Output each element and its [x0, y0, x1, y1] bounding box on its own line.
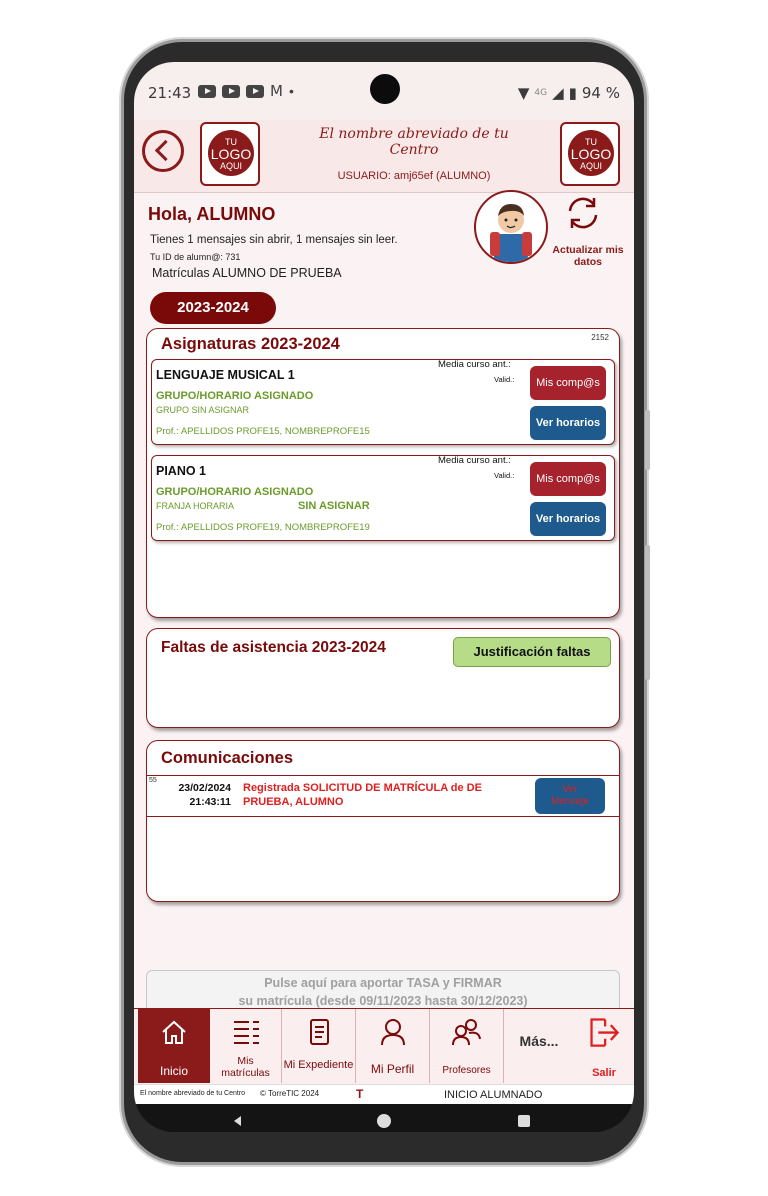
- youtube-icon: [246, 85, 264, 98]
- refresh-button[interactable]: [564, 194, 602, 232]
- greeting: Hola, ALUMNO: [148, 204, 276, 224]
- person-icon: [378, 1017, 408, 1047]
- nav-back-icon[interactable]: [234, 1116, 241, 1126]
- tasa-firmar-button[interactable]: [146, 970, 620, 1012]
- nav-mis-label1: Mis: [237, 1055, 254, 1067]
- nav-salir[interactable]: [574, 1009, 634, 1083]
- nav-profesores-label: Profesores: [442, 1065, 491, 1076]
- nav-recents-icon[interactable]: [518, 1115, 530, 1127]
- network-label: 4G: [534, 88, 548, 98]
- battery-icon: ▮: [568, 84, 577, 102]
- app-header: [134, 120, 634, 193]
- refresh-label[interactable]: Actualizar mis datos: [552, 244, 624, 268]
- year-selector[interactable]: 2023-2024: [150, 292, 276, 324]
- subject-name: PIANO 1: [156, 464, 207, 478]
- nav-inicio[interactable]: [138, 1009, 210, 1083]
- nav-expediente[interactable]: [282, 1009, 356, 1083]
- subject-card: [151, 455, 615, 541]
- asignaturas-panel: [146, 328, 620, 618]
- bottom-nav: [134, 1008, 634, 1085]
- nav-salir-label: Salir: [592, 1067, 616, 1079]
- media-label: Media curso ant.:: [438, 455, 511, 466]
- media-label: Media curso ant.:: [438, 359, 511, 370]
- subject-card: [151, 359, 615, 445]
- asignaturas-code: 2152: [591, 333, 609, 342]
- footer-center-name: El nombre abreviado de tu Centro: [140, 1090, 246, 1097]
- justificacion-button[interactable]: Justificación faltas: [453, 637, 611, 667]
- asignaturas-title: Asignaturas 2023-2024: [161, 335, 340, 353]
- message-time: 21:43:11: [189, 796, 231, 808]
- logo-left-line2: LOGO: [210, 146, 252, 162]
- status-time: 21:43: [148, 84, 192, 102]
- list-icon: [231, 1017, 261, 1047]
- battery-level: 94 %: [581, 84, 620, 102]
- message-row[interactable]: [147, 775, 619, 817]
- horarios-button[interactable]: Ver horarios: [530, 406, 606, 440]
- home-icon: [159, 1017, 189, 1047]
- torretic-logo-icon: T: [356, 1087, 364, 1101]
- nav-inicio-label: Inicio: [159, 1064, 188, 1078]
- logo-right-line3: AQUI: [579, 161, 602, 171]
- valid-label: Valid.:: [494, 375, 515, 384]
- logo-left-line3: AQUI: [219, 161, 242, 171]
- faltas-title: Faltas de asistencia 2023-2024: [161, 639, 386, 656]
- logo-right-line1: TU: [585, 137, 597, 147]
- signal-icon: ◢: [552, 84, 564, 102]
- logo-left-line1: TU: [225, 137, 237, 147]
- user-label: USUARIO: amj65ef (ALUMNO): [337, 170, 491, 182]
- matriculas-label: Matrículas ALUMNO DE PRUEBA: [152, 266, 342, 280]
- ver-mensaje-line2: Mensaje: [551, 796, 589, 807]
- more-notifications-icon: •: [288, 83, 294, 99]
- message-text: Registrada SOLICITUD DE MATRÍCULA de DE PRUEBA, ALUMNO: [243, 782, 482, 808]
- nav-mis-label2: matrículas: [221, 1067, 270, 1079]
- comunicaciones-panel: [146, 740, 620, 902]
- message-datetime: [167, 781, 231, 809]
- logo-right: [560, 122, 620, 186]
- ver-mensaje-button[interactable]: [535, 778, 605, 814]
- notification-icons: [198, 82, 294, 100]
- companeros-button[interactable]: Mis comp@s: [530, 366, 606, 400]
- group-detail-value: SIN ASIGNAR: [298, 500, 370, 512]
- wifi-icon: ▼: [517, 84, 530, 102]
- nav-mas-label: Más...: [519, 1033, 559, 1049]
- logo-left: [200, 122, 260, 186]
- volume-button: [645, 410, 650, 470]
- status-right: [518, 84, 620, 102]
- gmail-icon: M: [270, 82, 283, 100]
- message-date: 23/02/2024: [178, 782, 231, 794]
- logo-left-badge: [208, 130, 254, 176]
- nav-profesores[interactable]: [430, 1009, 504, 1083]
- nav-perfil-label: Mi Perfil: [370, 1062, 415, 1076]
- front-camera: [370, 74, 400, 104]
- faltas-panel: [146, 628, 620, 728]
- document-icon: [304, 1017, 334, 1047]
- people-icon: [452, 1017, 482, 1047]
- group-status: GRUPO/HORARIO ASIGNADO: [156, 486, 314, 498]
- avatar[interactable]: [474, 190, 548, 264]
- app-content: [134, 120, 634, 1060]
- student-avatar-icon: [476, 192, 546, 262]
- tasa-line1: Pulse aquí para aportar TASA y FIRMAR: [264, 976, 502, 990]
- logo-right-badge: [568, 130, 614, 176]
- nav-expediente-label: Mi Expediente: [283, 1059, 354, 1071]
- group-detail: GRUPO SIN ASIGNAR: [156, 405, 250, 415]
- footer-copyright: © TorreTIC 2024: [260, 1089, 320, 1098]
- logout-icon: [587, 1015, 621, 1049]
- teacher-name: Prof.: APELLIDOS PROFE19, NOMBREPROFE19: [156, 522, 370, 533]
- power-button: [645, 545, 650, 680]
- phone-screen: [134, 62, 634, 1132]
- horarios-button[interactable]: Ver horarios: [530, 502, 606, 536]
- center-name: El nombre abreviado de tu Centro: [319, 126, 509, 158]
- status-bar: [134, 62, 634, 120]
- refresh-icon: [564, 194, 602, 232]
- group-status: GRUPO/HORARIO ASIGNADO: [156, 390, 314, 402]
- logo-right-line2: LOGO: [570, 146, 612, 162]
- nav-home-icon[interactable]: [377, 1114, 391, 1128]
- youtube-icon: [198, 85, 216, 98]
- android-navbar: [134, 1104, 634, 1132]
- student-id: Tu ID de alumn@: 731: [150, 252, 241, 262]
- nav-mas[interactable]: [504, 1009, 574, 1083]
- youtube-icon: [222, 85, 240, 98]
- ver-mensaje-line1: Ver: [562, 784, 578, 795]
- app-footer: [134, 1084, 634, 1105]
- footer-section: INICIO ALUMNADO: [444, 1089, 543, 1101]
- messages-summary: Tienes 1 mensajes sin abrir, 1 mensajes sin leer.: [150, 234, 398, 246]
- companeros-button[interactable]: Mis comp@s: [530, 462, 606, 496]
- tasa-line2: su matrícula (desde 09/11/2023 hasta 30/12/2023): [238, 994, 528, 1008]
- nav-perfil[interactable]: [356, 1009, 430, 1083]
- nav-mis-matriculas[interactable]: [210, 1009, 282, 1083]
- teacher-name: Prof.: APELLIDOS PROFE15, NOMBREPROFE15: [156, 426, 370, 437]
- comunicaciones-title: Comunicaciones: [161, 749, 294, 767]
- group-detail: FRANJA HORARIA: [156, 501, 235, 511]
- back-button[interactable]: [142, 130, 184, 172]
- subject-name: LENGUAJE MUSICAL 1: [156, 368, 295, 382]
- message-number: 55: [149, 777, 157, 784]
- valid-label: Valid.:: [494, 471, 515, 480]
